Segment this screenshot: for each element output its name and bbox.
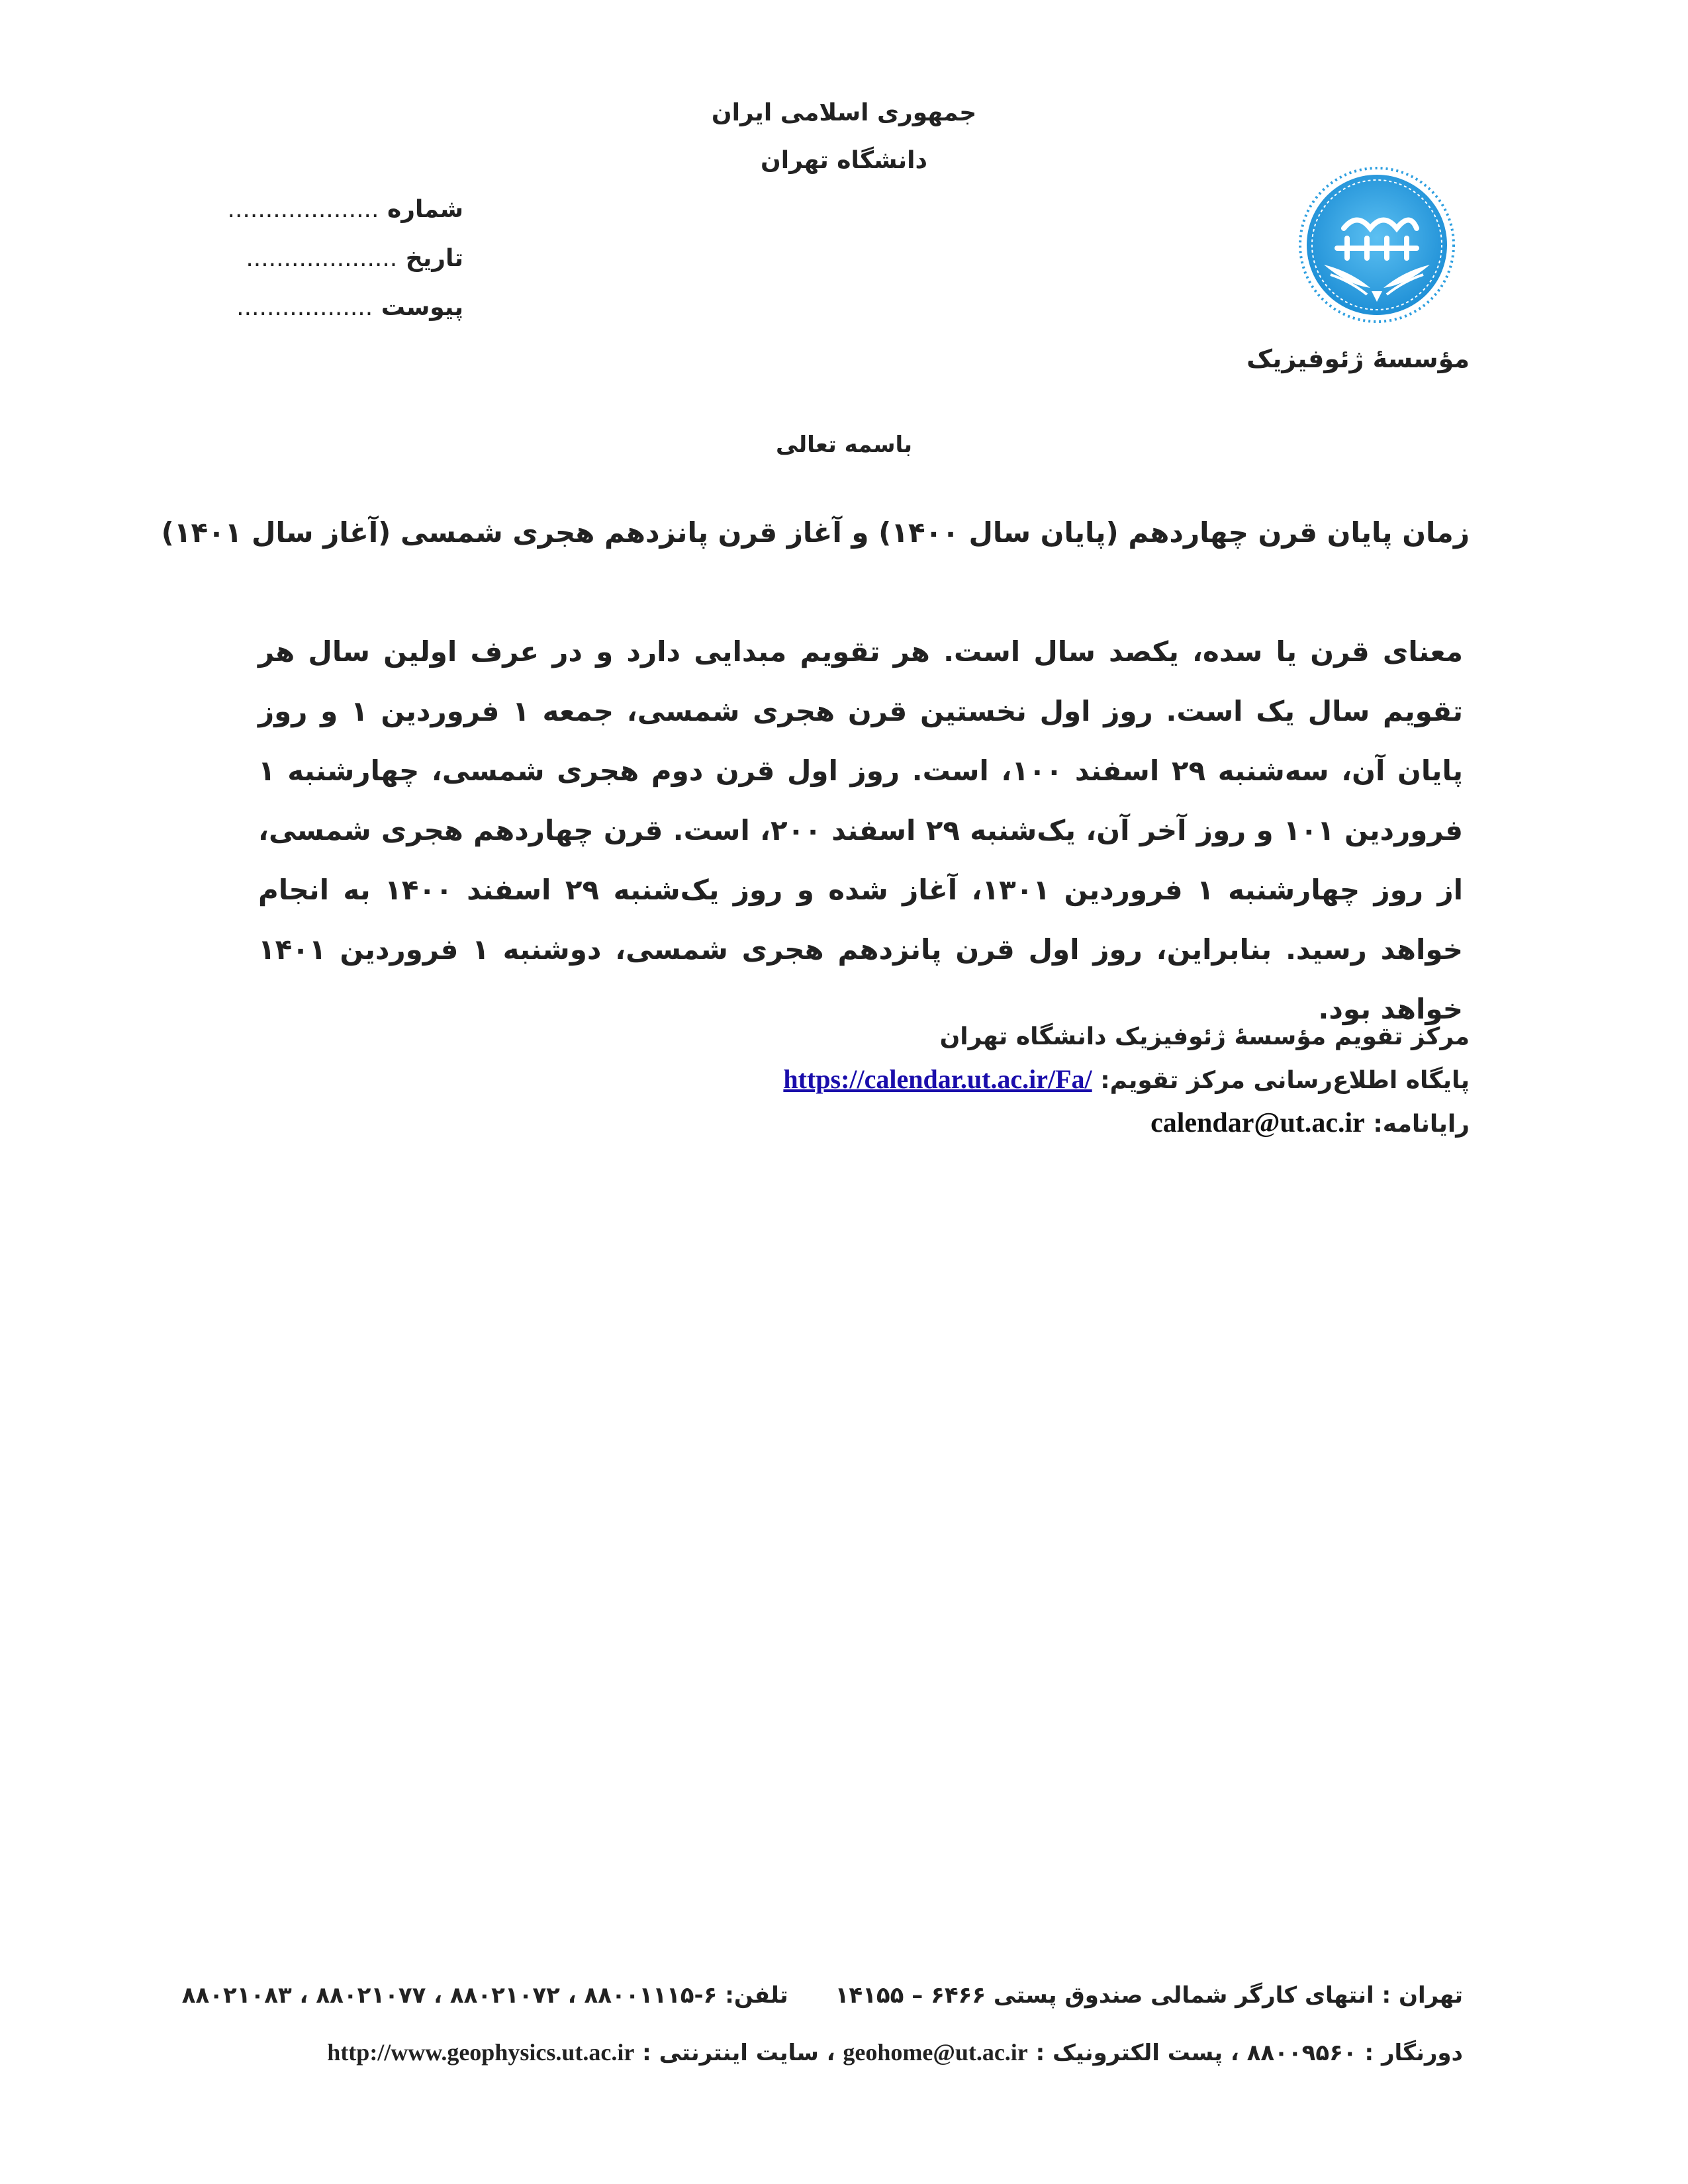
calendar-center-name: مرکز تقویم مؤسسهٔ ژئوفیزیک دانشگاه تهران — [939, 1023, 1470, 1050]
reference-number-dots: .................... — [227, 196, 379, 223]
footer-phones: ۶-۸۸۰۰۱۱۱۵ ، ۸۸۰۲۱۰۷۲ ، ۸۸۰۲۱۰۷۷ ، ۸۸۰۲۱۰۸۳ — [181, 1982, 718, 2009]
portal-label: پایگاه اطلاع‌رسانی مرکز تقویم: — [1100, 1067, 1470, 1094]
footer-website: http://www.geophysics.ut.ac.ir — [327, 2039, 635, 2066]
reference-date — [246, 245, 463, 272]
footer-fax-label: دورنگار : — [1364, 2040, 1463, 2066]
header-university: دانشگاه تهران — [761, 147, 927, 174]
footer-fax: ۸۸۰۰۹۵۶۰ — [1246, 2040, 1357, 2066]
document-title: زمان پایان قرن چهاردهم (پایان سال ۱۴۰۰) و آغاز قرن پانزدهم هجری شمسی (آغاز سال ۱۴۰۱) — [161, 516, 1470, 549]
reference-attachment — [236, 294, 463, 321]
calendar-email: calendar@ut.ac.ir — [1150, 1108, 1365, 1138]
reference-date-label: تاریخ — [405, 245, 463, 272]
email-line — [675, 1102, 1470, 1146]
portal-link[interactable]: https://calendar.ut.ac.ir/Fa/ — [783, 1064, 1092, 1094]
email-label: رایانامه: — [1373, 1111, 1470, 1138]
header-country: جمهوری اسلامی ایران — [711, 99, 977, 126]
footer-address: تهران : انتهای کارگر شمالی صندوق پستی ۶۴۶۶ – ۱۴۱۵۵ — [835, 1982, 1463, 2009]
university-seal-icon — [1297, 165, 1456, 324]
signature-block — [675, 1016, 1470, 1146]
footer-email-label: ، پست الکترونیک : — [1035, 2040, 1239, 2066]
institute-name: مؤسسهٔ ژئوفیزیک — [1246, 344, 1470, 373]
footer-website-label: ، سایت اینترنتی : — [642, 2040, 835, 2066]
portal-line — [675, 1058, 1470, 1102]
reference-number-label: شماره — [387, 196, 463, 223]
reference-attachment-label: پیوست — [381, 294, 463, 321]
footer-email: geohome@ut.ac.ir — [843, 2039, 1028, 2066]
reference-date-dots: .................... — [246, 245, 398, 272]
reference-attachment-dots: .................. — [236, 294, 373, 321]
reference-number — [227, 196, 463, 223]
body-paragraph: معنای قرن یا سده، یکصد سال است. هر تقویم مبدایی دارد و در عرف اولین سال هر تقویم سال یک است. روز اول نخستین قرن هجری شمسی، جمعه ۱ فروردین ۱ و روز پایان آن، سه‌شنبه ۲۹ اسفند ۱۰۰، است. روز اول قرن دوم هجری شمسی، چهارشنبه ۱ فروردین ۱۰۱ و روز آخر آن، یک‌شنبه ۲۹ اسفند ۲۰۰، است. قرن چهاردهم هجری شمسی، از روز چهارشنبه ۱ فروردین ۱۳۰۱، آغاز شده و روز یک‌شنبه ۲۹ اسفند ۱۴۰۰ به انجام خواهد رسید. بنابراین، روز اول قرن پانزدهم هجری شمسی، دوشنبه ۱ فروردین ۱۴۰۱ خواهد بود. — [258, 635, 1464, 1025]
salutation: باسمه تعالی — [775, 432, 913, 458]
footer-phone-label: تلفن: — [725, 1982, 788, 2009]
footer-address-line — [181, 1982, 1463, 2009]
footer-contact-line — [258, 2038, 1463, 2066]
